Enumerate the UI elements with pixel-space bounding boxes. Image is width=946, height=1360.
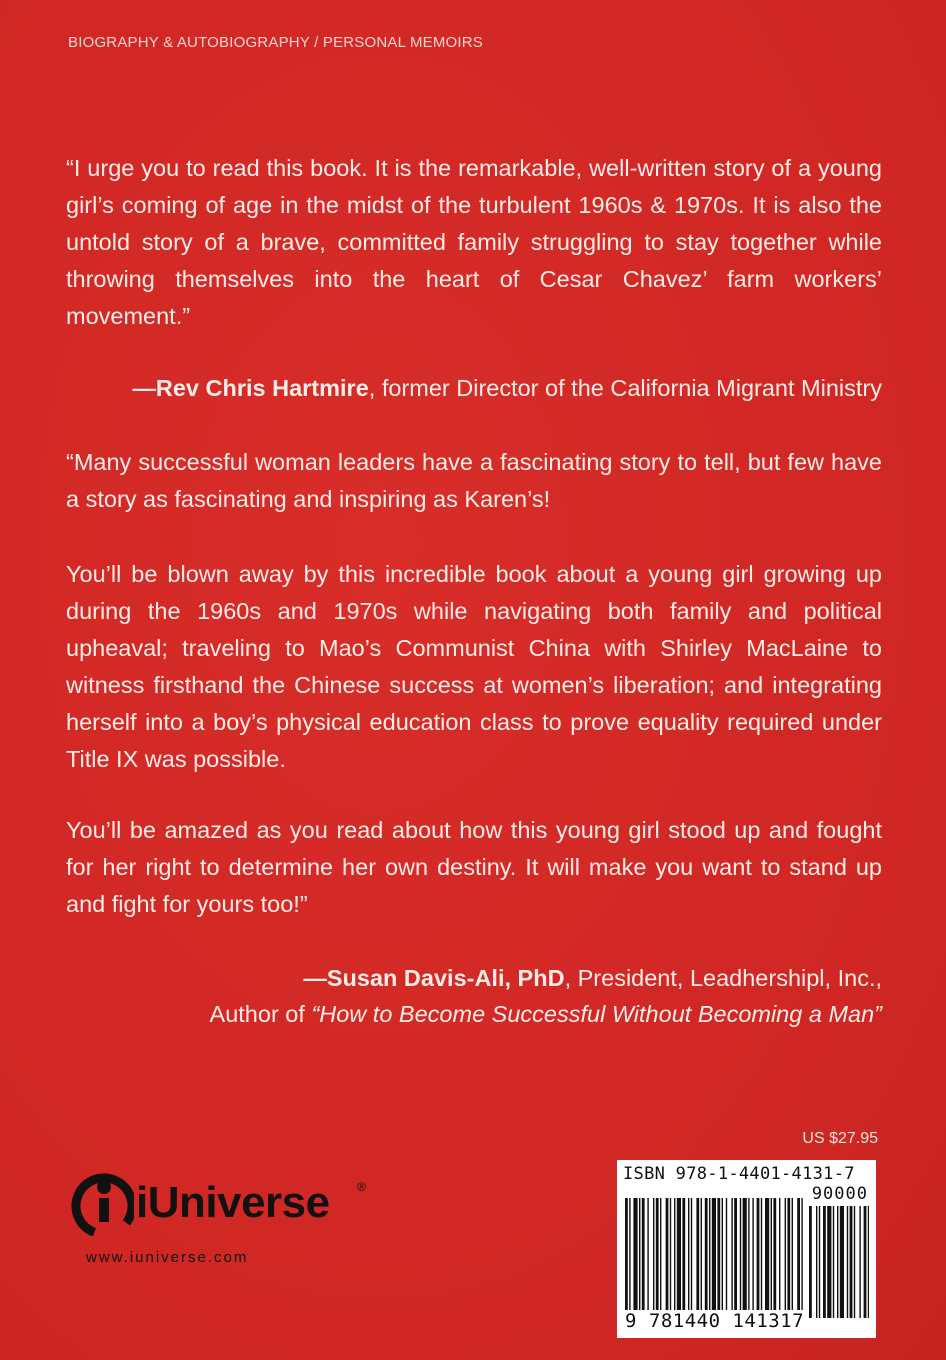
barcode-bar: [748, 1198, 749, 1310]
barcode-bar: [850, 1206, 853, 1318]
barcode-bar: [653, 1198, 654, 1310]
barcode-bar: [823, 1206, 826, 1318]
barcode-bar: [819, 1206, 820, 1318]
attribution-name: —Susan Davis-Ali, PhD: [303, 965, 565, 991]
attribution-title: , President, Leadhershipl, Inc.,: [564, 965, 882, 991]
barcode-bar: [629, 1198, 630, 1310]
barcode-bar: [801, 1198, 802, 1310]
review-quote-2-paragraph-3: You’ll be amazed as you read about how this young girl stood up and fought for her right to determine her own destiny. It will make you want to stand up and fight for yours too!”: [66, 817, 882, 917]
barcode-bar: [797, 1198, 800, 1310]
review-attribution-1: [132, 370, 882, 407]
barcode-bar: [785, 1198, 786, 1310]
barcode-bar: [682, 1198, 685, 1310]
barcode-bar: [670, 1198, 671, 1310]
barcode-bar: [827, 1206, 831, 1318]
barcode-bar: [854, 1206, 855, 1318]
price-label: US $27.95: [802, 1130, 878, 1147]
barcode-bar: [709, 1198, 710, 1310]
barcode-bar: [773, 1198, 776, 1310]
barcode-bar: [859, 1206, 860, 1318]
barcode-bar: [864, 1206, 867, 1318]
barcode-bar: [674, 1198, 675, 1310]
barcode-bar: [731, 1198, 732, 1310]
barcode-bar: [639, 1198, 640, 1310]
barcode-bar: [847, 1206, 848, 1318]
barcode-bar: [757, 1198, 760, 1310]
barcode-bar: [740, 1198, 741, 1310]
barcode-bar: [705, 1198, 708, 1310]
barcode-bar: [734, 1198, 737, 1310]
barcode-bar: [752, 1198, 753, 1310]
review-attribution-2: [303, 960, 882, 997]
barcode-bar: [633, 1198, 637, 1310]
barcode-bar: [677, 1198, 681, 1310]
barcode-bar: [691, 1198, 692, 1310]
attribution-title: , former Director of the California Migrant Ministry: [368, 375, 882, 401]
iuniverse-logo-icon: [70, 1172, 134, 1236]
barcode-bar: [717, 1198, 720, 1310]
barcode-bar: [868, 1206, 869, 1318]
barcode-bar: [701, 1198, 702, 1310]
barcode-bar: [656, 1198, 659, 1310]
barcode-bar: [833, 1206, 834, 1318]
isbn-barcode: [617, 1160, 876, 1338]
barcode-bar: [696, 1198, 699, 1310]
barcode-bar: [743, 1198, 747, 1310]
barcode-bar: [792, 1198, 793, 1310]
review-quote-1: “I urge you to read this book. It is the remarkable, well-written story of a young girl’s coming of age in the midst of the turbulent 1960s & 1970s. It is also the untold story of a brave, committed family struggling to stay together while throwing themselves into the heart of Cesar Chavez’ farm workers’ movement.”: [66, 155, 882, 329]
barcode-bar: [809, 1206, 812, 1318]
isbn-number: ISBN 978-1-4401-4131-7: [623, 1164, 855, 1184]
book-title: “How to Become Successful Without Becoming a Man”: [311, 1001, 882, 1027]
barcode-bar: [625, 1198, 628, 1310]
publisher-website: www.iuniverse.com: [86, 1249, 249, 1266]
barcode-bar: [840, 1206, 844, 1318]
attribution-name: —Rev Chris Hartmire: [132, 375, 369, 401]
review-attribution-2-book: [210, 996, 882, 1033]
barcode-bar: [666, 1198, 669, 1310]
barcode-bar: [712, 1198, 716, 1310]
barcode-bar: [765, 1198, 769, 1310]
registered-mark: ®: [357, 1180, 366, 1194]
author-of-prefix: Author of: [209, 1001, 312, 1027]
barcode-bar: [642, 1198, 645, 1310]
barcode-bar: [726, 1198, 727, 1310]
barcode-bar: [779, 1198, 780, 1310]
barcode-bar: [761, 1198, 762, 1310]
barcode-bar: [771, 1198, 772, 1310]
barcode-bar: [688, 1198, 689, 1310]
barcode-bar: [647, 1198, 648, 1310]
barcode-bar: [816, 1206, 817, 1318]
review-quote-2-paragraph-2: You’ll be blown away by this incredible book about a young girl growing up during the 1960s and 1970s while navigating both family and political upheaval; traveling to Mao’s Communist China with Shirley MacLaine to witness firsthand the Chinese success at women’s liberation; and integrating herself into a boy’s physical education class to prove equality required under Title IX was possible.: [66, 561, 882, 772]
review-quote-2: “Many successful woman leaders have a fascinating story to tell, but few have a story as fascinating and inspiring as Karen’s!: [66, 449, 882, 512]
barcode-bar: [660, 1198, 661, 1310]
price-code: 90000: [811, 1184, 868, 1204]
category-label: BIOGRAPHY & AUTOBIOGRAPHY / PERSONAL MEMOIRS: [68, 34, 484, 51]
publisher-name: iUniverse: [136, 1178, 330, 1227]
ean-number: 9 781440 141317: [625, 1310, 805, 1332]
barcode-bar: [837, 1206, 838, 1318]
barcode-bar: [722, 1198, 723, 1310]
publisher-logo: [70, 1168, 370, 1248]
barcode-bar: [787, 1198, 790, 1310]
